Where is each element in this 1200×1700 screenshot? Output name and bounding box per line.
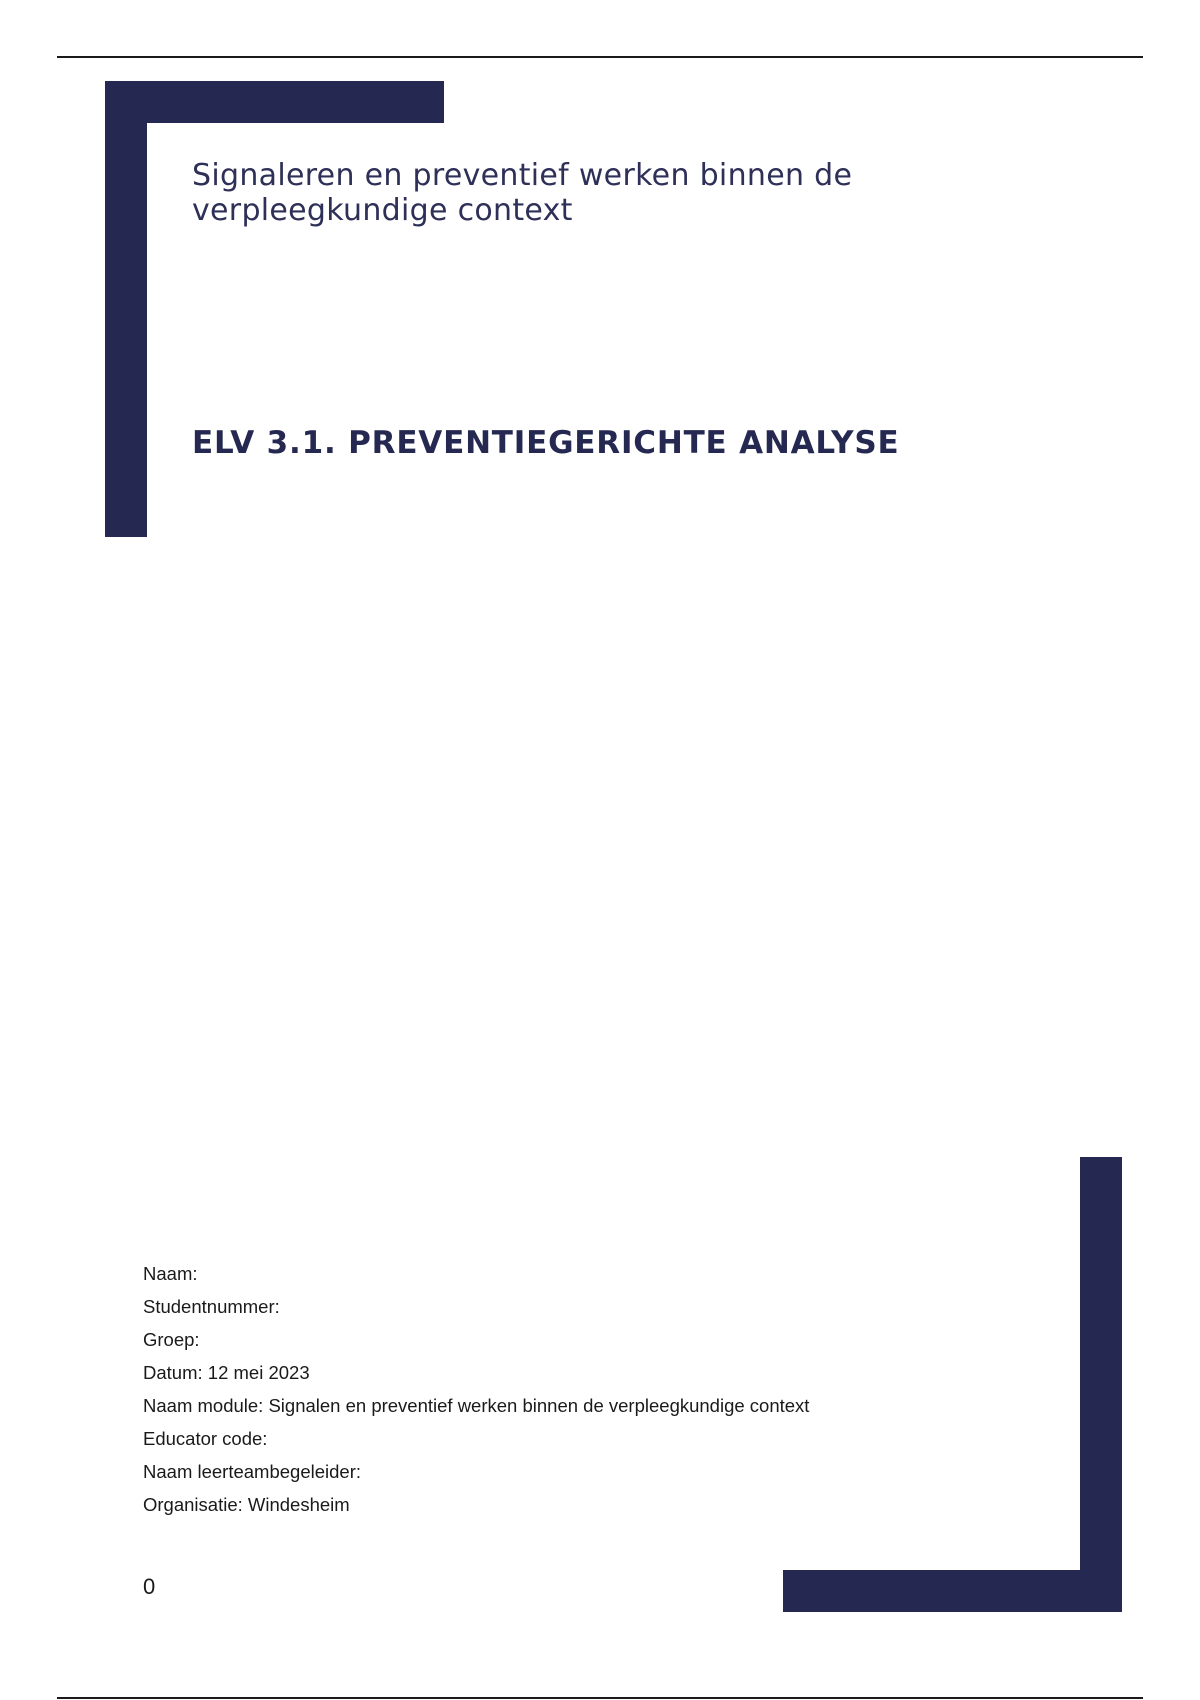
- detail-educator-code: [143, 1422, 809, 1455]
- detail-label: Naam leerteambegeleider:: [143, 1461, 362, 1482]
- detail-value: 12 mei 2023: [207, 1362, 310, 1383]
- detail-leerteambegeleider: [143, 1455, 809, 1488]
- detail-label: Organisatie:: [143, 1494, 243, 1515]
- detail-value: [280, 1296, 285, 1317]
- detail-value: [198, 1263, 203, 1284]
- detail-label: Studentnummer:: [143, 1296, 280, 1317]
- document-title: ELV 3.1. PREVENTIEGERICHTE ANALYSE: [192, 425, 900, 461]
- detail-value: Windesheim: [247, 1494, 350, 1515]
- detail-datum: [143, 1356, 809, 1389]
- detail-label: Groep:: [143, 1329, 200, 1350]
- detail-label: Naam:: [143, 1263, 198, 1284]
- top-left-bracket-horizontal: [105, 81, 444, 123]
- detail-groep: [143, 1323, 809, 1356]
- detail-label: Educator code:: [143, 1428, 268, 1449]
- detail-naam-module: [143, 1389, 809, 1422]
- document-subtitle: Signaleren en preventief werken binnen de verpleegkundige context: [192, 158, 853, 228]
- detail-label: Datum:: [143, 1362, 203, 1383]
- bottom-right-bracket-horizontal: [783, 1570, 1122, 1612]
- detail-value: Signalen en preventief werken binnen de verpleegkundige context: [268, 1395, 810, 1416]
- footer-rule: [57, 1697, 1143, 1699]
- page-number: 0: [143, 1574, 156, 1599]
- detail-label: Naam module:: [143, 1395, 264, 1416]
- top-left-bracket-vertical: [105, 81, 147, 537]
- detail-studentnummer: [143, 1290, 809, 1323]
- detail-value: [361, 1461, 366, 1482]
- student-details: [143, 1257, 809, 1521]
- header-rule: [57, 56, 1143, 58]
- detail-organisatie: [143, 1488, 809, 1521]
- detail-value: [200, 1329, 205, 1350]
- bottom-right-bracket-vertical: [1080, 1157, 1122, 1612]
- detail-naam: [143, 1257, 809, 1290]
- detail-value: [267, 1428, 272, 1449]
